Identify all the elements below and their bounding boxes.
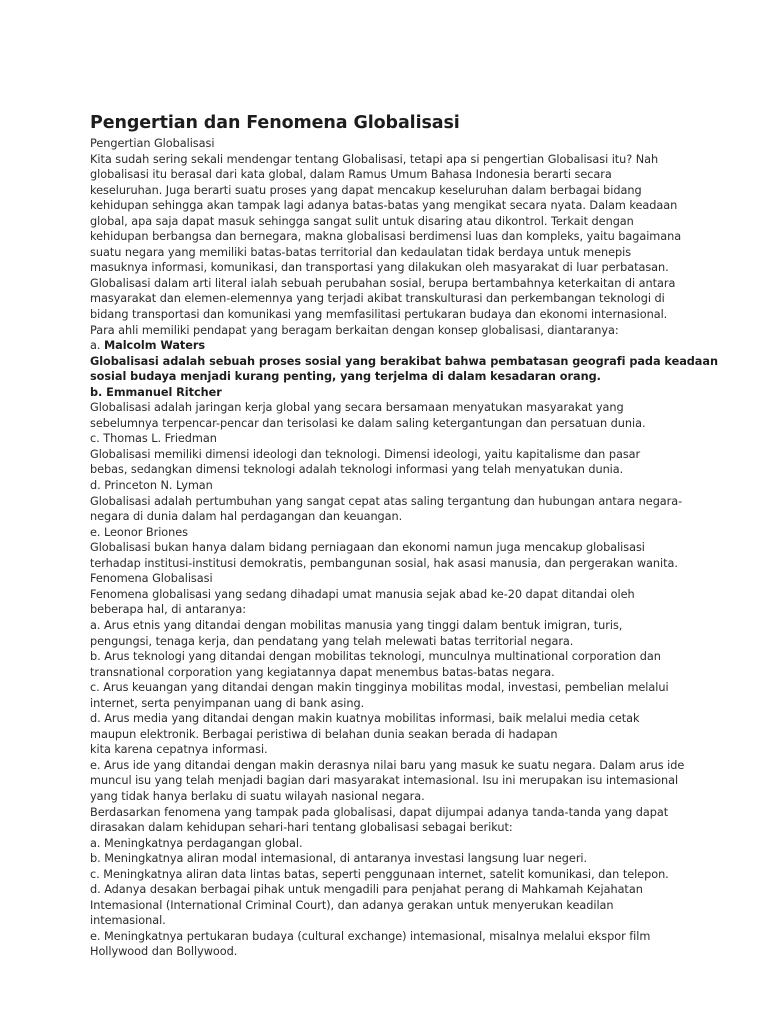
line-text: global, apa saja dapat masuk sehingga sangat sulit untuk disaring atau dikontrol. Terkait dengan [90,214,634,228]
bold-text: b. Emmanuel Ritcher [90,385,222,399]
line-text: sebelumnya terpencar-pencar dan terisolasi ke dalam saling ketergantungan dan persatuan dunia. [90,416,646,430]
line-text: globalisasi itu berasal dari kata global, dalam Ramus Umum Bahasa Indonesia berarti secara [90,168,612,182]
bold-text: Globalisasi adalah sebuah proses sosial yang berakibat bahwa pembatasan geografi pada keadaan [90,354,718,368]
text-line [90,571,690,587]
text-line [90,307,690,323]
text-line [90,805,690,821]
line-text: c. Meningkatnya aliran data lintas batas, seperti penggunaan internet, satelit komunikasi, dan telepon. [90,867,669,881]
text-line [90,260,690,276]
line-text: kehidupan berbangsa dan bernegara, makna globalisasi berdimensi luas dan kompleks, yaitu bagaimana [90,230,682,244]
line-text: d. Princeton N. Lyman [90,479,213,493]
text-line [90,665,690,681]
text-line [90,245,690,261]
text-line [90,587,690,603]
bold-text: sosial budaya menjadi kurang penting, yang terjelma di dalam kesadaran orang. [90,370,601,384]
line-text: maupun elektronik. Berbagai peristiwa di belahan dunia seakan berada di hadapan [90,727,558,741]
line-text: kehidupan sehingga akan tampak lagi adanya batas-batas yang mengikat secara nyata. Dalam keadaan [90,199,678,213]
text-line [90,167,690,183]
text-line [90,634,690,650]
text-line [90,229,690,245]
line-text: d. Adanya desakan berbagai pihak untuk mengadili para penjahat perang di Mahkamah Kejahatan [90,883,643,897]
text-line [90,431,690,447]
text-line [90,618,690,634]
line-text: Intemasional (International Criminal Court), dan adanya gerakan untuk menyerukan keadilan [90,898,614,912]
line-text: internet, serta penyimpanan uang di bank asing. [90,696,365,710]
line-text: suatu negara yang memiliki batas-batas territorial dan kedaulatan tidak berdaya untuk menepis [90,245,632,259]
text-line [90,773,690,789]
text-line [90,680,690,696]
line-text: bidang transportasi dan komunikasi yang memfasilitasi pertukaran budaya dan ekonomi internasional. [90,308,668,322]
line-text: negara di dunia dalam hal perdagangan dan keuangan. [90,510,403,524]
line-text: Pengertian Globalisasi [90,137,215,150]
text-line [90,416,690,432]
text-line [90,789,690,805]
line-text: Globalisasi adalah pertumbuhan yang sangat cepat atas saling tergantung dan hubungan antara negara- [90,494,683,508]
text-line [90,711,690,727]
text-line [90,478,690,494]
bold-text: Malcolm Waters [103,339,206,353]
line-text: intemasional. [90,914,166,928]
line-text: transnational corporation yang kegiatannya dapat menembus batas-batas negara. [90,665,555,679]
text-line [90,758,690,774]
text-line [90,556,690,572]
line-text: a. Meningkatnya perdagangan global. [90,836,303,850]
text-line [90,400,690,416]
line-text: Fenomena globalisasi yang sedang dihadapi umat manusia sejak abad ke-20 dapat ditandai oleh [90,587,635,601]
line-text: pengungsi, tenaga kerja, dan pendatang yang telah melewati batas territorial negara. [90,634,574,648]
text-line [90,152,690,168]
text-line [90,354,718,370]
page-title: Pengertian dan Fenomena Globalisasi [90,113,460,133]
line-text: Berdasarkan fenomena yang tampak pada globalisasi, dapat dijumpai adanya tanda-tanda yang dapat [90,805,669,819]
text-line [90,136,690,152]
text-line [90,727,690,743]
line-text: masuknya informasi, komunikasi, dan transportasi yang dilakukan oleh masyarakat di luar perbatasan. [90,261,669,275]
text-line [90,447,690,463]
text-line [90,525,690,541]
line-text: terhadap institusi-institusi demokratis, pembangunan sosial, hak asasi manusia, dan pergerakan wanita. [90,556,678,570]
text-line [90,338,690,354]
text-line [90,198,690,214]
text-line [90,696,690,712]
line-text: Globalisasi adalah jaringan kerja global yang secara bersamaan menyatukan masyarakat yang [90,401,624,415]
line-text: d. Arus media yang ditandai dengan makin kuatnya mobilitas informasi, baik melalui media cetak [90,712,640,726]
line-text: beberapa hal, di antaranya: [90,603,247,617]
text-line [90,369,690,385]
text-line [90,462,690,478]
line-text: Hollywood dan Bollywood. [90,945,238,959]
text-line [90,540,690,556]
line-text: Fenomena Globalisasi [90,572,213,586]
line-text: Globalisasi dalam arti literal ialah sebuah perubahan sosial, berupa bertambahnya keterkaitan di antara [90,276,676,290]
line-text: e. Leonor Briones [90,525,188,539]
line-text: b. Arus teknologi yang ditandai dengan mobilitas teknologi, munculnya multinational corporation dan [90,650,661,664]
text-line [90,882,690,898]
text-line [90,323,690,339]
text-line [90,929,690,945]
text-line [90,276,690,292]
line-text: yang tidak hanya berlaku di suatu wilayah nasional negara. [90,789,425,803]
text-line [90,291,690,307]
line-text: muncul isu yang telah menjadi bagian dari masyarakat intemasional. Isu ini merupakan isu intemasional [90,774,679,788]
list-marker: a. [90,339,104,353]
line-text: keseluruhan. Juga berarti suatu proses yang dapat mencakup keseluruhan dalam berbagai bidang [90,183,642,197]
line-text: Kita sudah sering sekali mendengar tentang Globalisasi, tetapi apa si pengertian Globalisasi itu? Nah [90,152,659,166]
line-text: kita karena cepatnya informasi. [90,743,268,757]
line-text: Globalisasi memiliki dimensi ideologi dan teknologi. Dimensi ideologi, yaitu kapitalisme dan pasar [90,447,641,461]
text-line [90,214,690,230]
text-line [90,649,690,665]
document-content [90,113,718,960]
text-line [90,944,690,960]
line-text: b. Meningkatnya aliran modal intemasional, di antaranya investasi langsung luar negeri. [90,852,588,866]
line-text: a. Arus etnis yang ditandai dengan mobilitas manusia yang tinggi dalam bentuk imigran, turis, [90,618,623,632]
line-text: dirasakan dalam kehidupan sehari-hari tentang globalisasi sebagai berikut: [90,821,513,835]
line-text: bebas, sedangkan dimensi teknologi adalah teknologi informasi yang telah menyatukan dunia. [90,463,624,477]
text-line [90,820,690,836]
text-line [90,385,690,401]
line-text: e. Arus ide yang ditandai dengan makin derasnya nilai baru yang masuk ke suatu negara. Dalam arus ide [90,758,685,772]
text-line [90,851,690,867]
text-line [90,509,690,525]
line-text: e. Meningkatnya pertukaran budaya (cultural exchange) intemasional, misalnya melalui ekspor film [90,929,651,943]
document-body [90,136,718,960]
text-line [90,898,690,914]
text-line [90,494,690,510]
line-text: masyarakat dan elemen-elemennya yang terjadi akibat transkulturasi dan perkembangan teknologi di [90,292,665,306]
text-line [90,183,690,199]
line-text: c. Arus keuangan yang ditandai dengan makin tingginya mobilitas modal, investasi, pembelian melalui [90,681,669,695]
text-line [90,836,690,852]
text-line [90,742,690,758]
line-text: c. Thomas L. Friedman [90,432,217,446]
line-text: Para ahli memiliki pendapat yang beragam berkaitan dengan konsep globalisasi, diantaranya: [90,323,619,337]
text-line [90,913,690,929]
text-line [90,602,690,618]
line-text: Globalisasi bukan hanya dalam bidang perniagaan dan ekonomi namun juga mencakup globalisasi [90,541,645,555]
text-line [90,867,690,883]
